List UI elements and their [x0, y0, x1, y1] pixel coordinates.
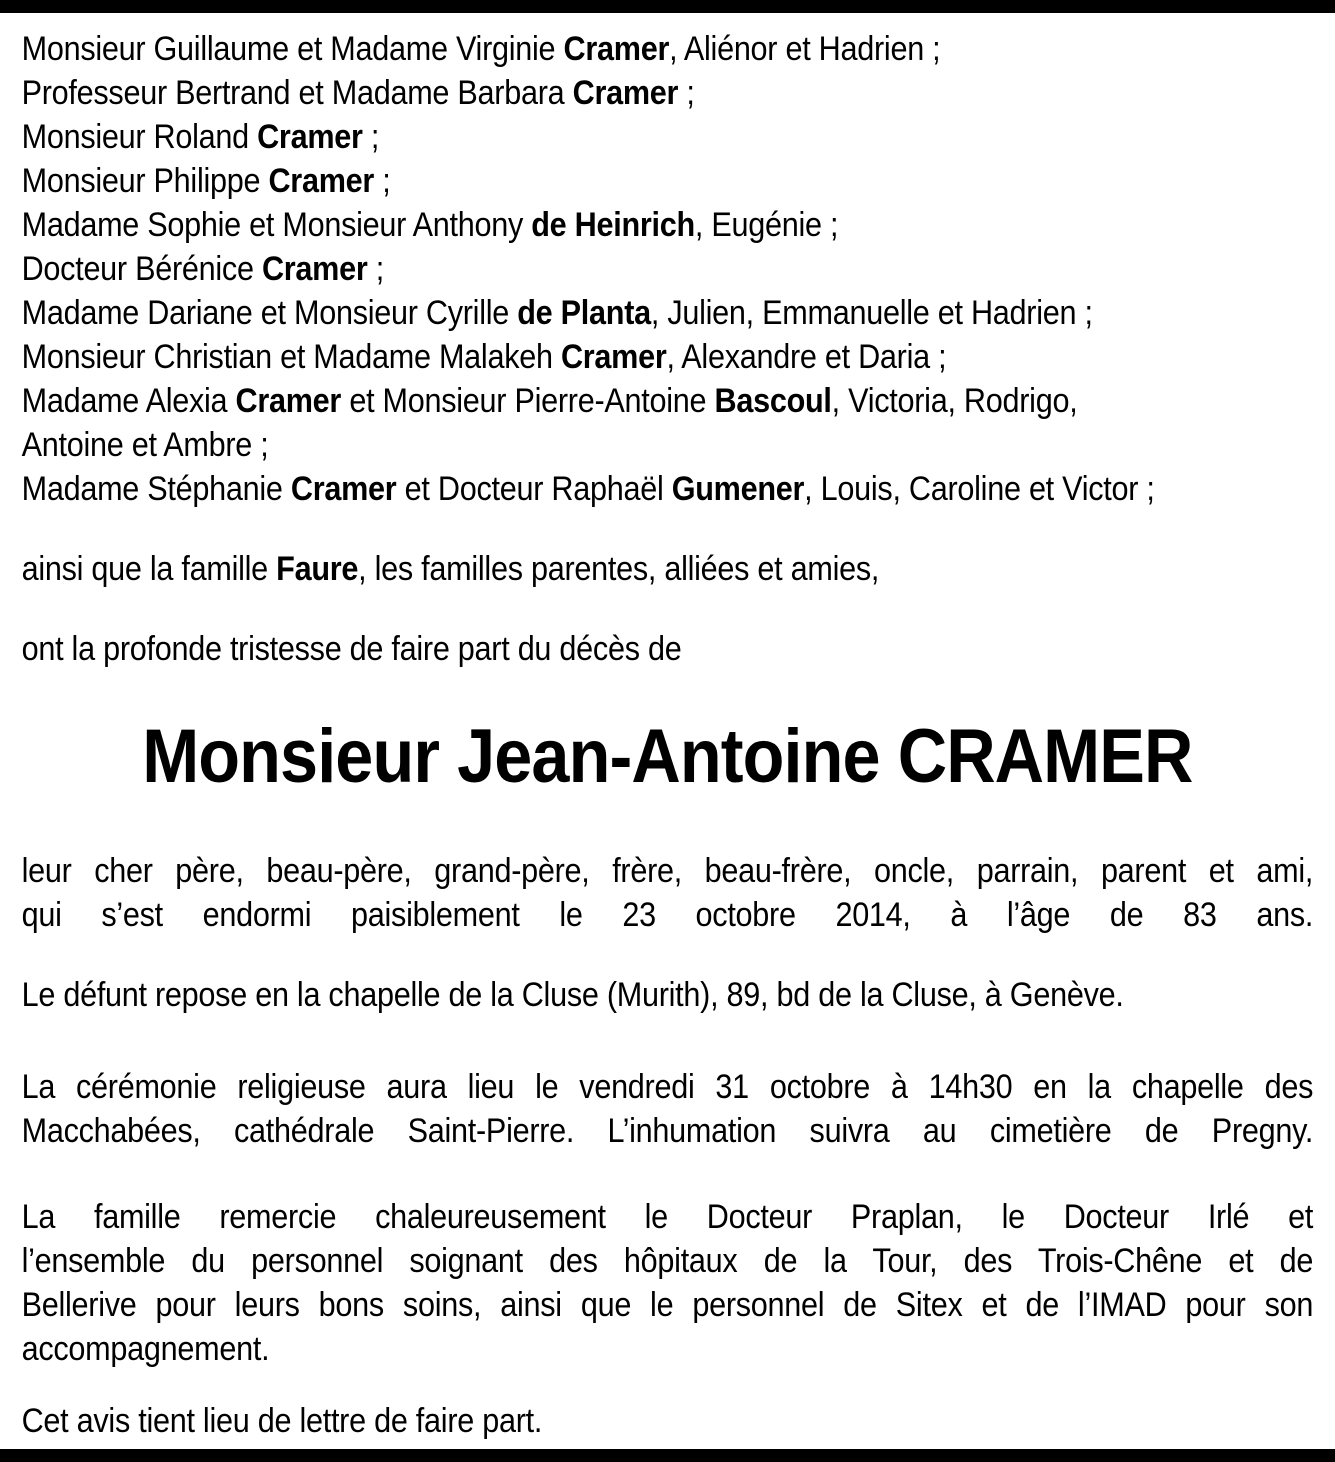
thanks-line: accompagnement.	[21, 1330, 270, 1368]
closing-paragraph	[22, 1399, 1314, 1443]
ceremony-line: La cérémonie religieuse aura lieu le vendredi 31 octobre à 14h30 en la chapelle des	[21, 1068, 1314, 1106]
closing-line: Cet avis tient lieu de lettre de faire part.	[21, 1402, 543, 1440]
relationship-line: qui s’est endormi paisiblement le 23 octobre 2014, à l’âge de 83 ans.	[21, 896, 1314, 934]
family-line: Professeur Bertrand et Madame Barbara Cramer ;	[21, 74, 695, 112]
family-line: Madame Stéphanie Cramer et Docteur Raphaël Gumener, Louis, Caroline et Victor ;	[21, 470, 1155, 508]
relationship-line: leur cher père, beau-père, grand-père, frère, beau-frère, oncle, parrain, parent et ami,	[21, 852, 1314, 890]
announcement-intro-line: ont la profonde tristesse de faire part du décès de	[21, 630, 682, 668]
deceased-name-title: Monsieur Jean-Antoine CRAMER	[142, 714, 1193, 799]
repose-line: Le défunt repose en la chapelle de la Cluse (Murith), 89, bd de la Cluse, à Genève.	[21, 976, 1124, 1014]
ceremony-paragraph	[22, 1065, 1314, 1153]
thanks-line: La famille remercie chaleureusement le Docteur Praplan, le Docteur Irlé et	[21, 1198, 1314, 1236]
family-line: Monsieur Philippe Cramer ;	[21, 162, 391, 200]
family-line: Madame Alexia Cramer et Monsieur Pierre-Antoine Bascoul, Victoria, Rodrigo,	[21, 382, 1078, 420]
family-line: Antoine et Ambre ;	[21, 426, 269, 464]
repose-paragraph	[22, 973, 1314, 1017]
thanks-line: l’ensemble du personnel soignant des hôpitaux de la Tour, des Trois-Chêne et de	[21, 1242, 1314, 1280]
bottom-border-bar	[0, 1449, 1335, 1462]
family-line: Madame Sophie et Monsieur Anthony de Heinrich, Eugénie ;	[21, 206, 839, 244]
thanks-paragraph	[22, 1195, 1314, 1371]
family-line: Monsieur Guillaume et Madame Virginie Cramer, Aliénor et Hadrien ;	[21, 30, 941, 68]
thanks-line: Bellerive pour leurs bons soins, ainsi que le personnel de Sitex et de l’IMAD pour son	[21, 1286, 1314, 1324]
family-list	[22, 27, 1314, 511]
family-line: Monsieur Roland Cramer ;	[21, 118, 380, 156]
ceremony-line: Macchabées, cathédrale Saint-Pierre. L’inhumation suivra au cimetière de Pregny.	[21, 1112, 1314, 1150]
also-families-line: ainsi que la famille Faure, les familles parentes, alliées et amies,	[21, 550, 880, 588]
family-line: Monsieur Christian et Madame Malakeh Cramer, Alexandre et Daria ;	[21, 338, 947, 376]
family-line: Madame Dariane et Monsieur Cyrille de Planta, Julien, Emmanuelle et Hadrien ;	[21, 294, 1093, 332]
family-line: Docteur Bérénice Cramer ;	[21, 250, 384, 288]
relationship-paragraph	[22, 849, 1314, 937]
